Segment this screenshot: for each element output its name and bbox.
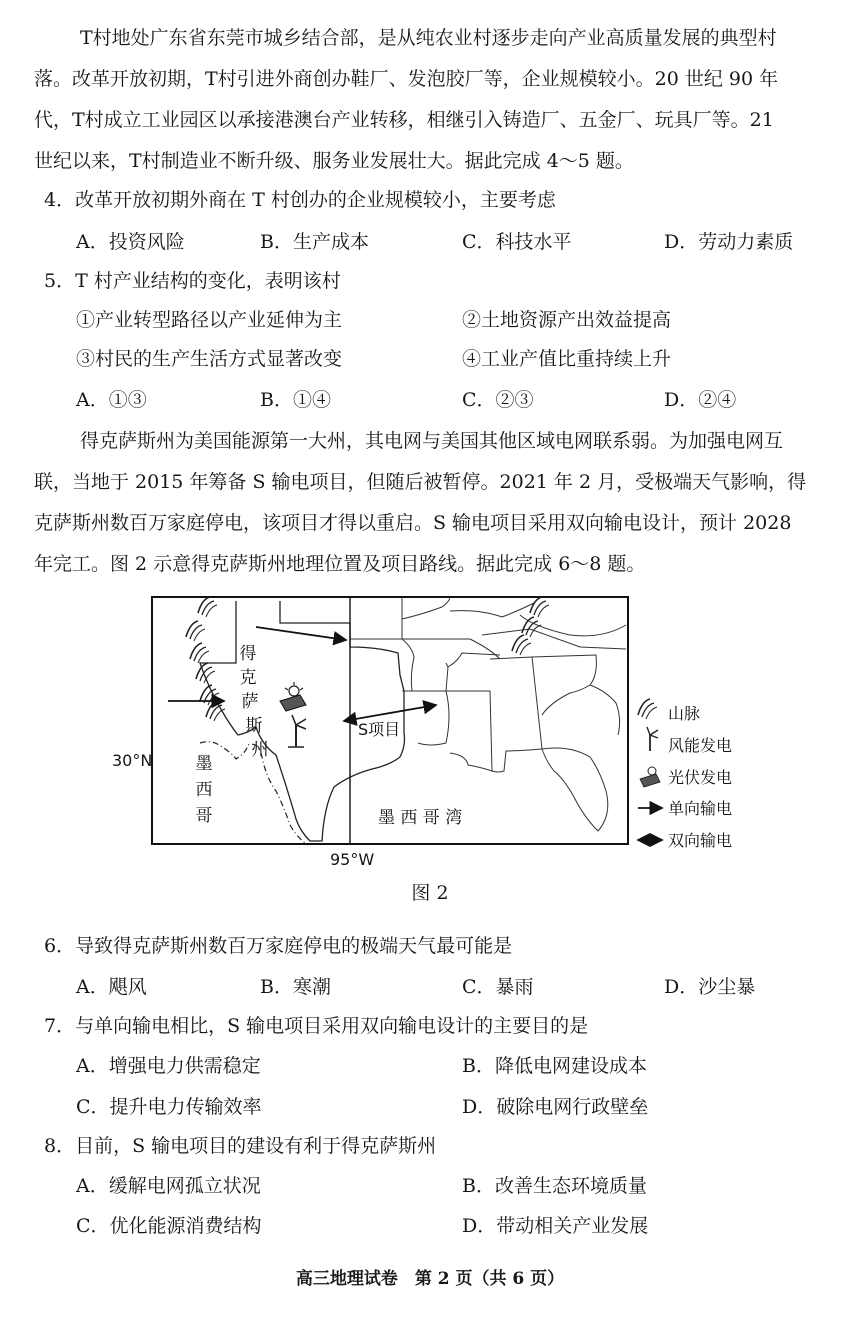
option-c[interactable]: C．②③ <box>462 389 534 411</box>
option-d[interactable]: D．沙尘暴 <box>664 976 756 998</box>
question-4-options <box>0 222 860 262</box>
question-7-options <box>0 1046 860 1086</box>
question-4-stem: 4．改革开放初期外商在 T 村创办的企业规模较小，主要考虑 <box>44 189 556 211</box>
question-7-options <box>0 1087 860 1127</box>
question-5-statements: ③村民的生产生活方式显著改变 ④工业产值比重持续上升 <box>76 348 672 370</box>
option-b[interactable]: B．生产成本 <box>260 231 369 253</box>
longitude-label: 95°W <box>330 850 375 869</box>
passage2-line: 联，当地于 2015 年筹备 S 输电项目，但随后被暂停。2021 年 2 月，受极端天气影响，得 <box>34 471 807 493</box>
mexico-label-char: 哥 <box>195 806 213 826</box>
option-c[interactable]: C．暴雨 <box>462 976 534 998</box>
option-c[interactable]: C．提升电力传输效率 <box>76 1096 262 1118</box>
texas-label-char: 萨 <box>241 692 259 712</box>
option-a[interactable]: A．飓风 <box>76 976 147 998</box>
legend-one-way: 单向输电 <box>668 799 733 818</box>
question-5-stem: 5．T 村产业结构的变化，表明该村 <box>44 270 341 292</box>
texas-label-char: 州 <box>251 740 269 760</box>
passage2-line: 得克萨斯州为美国能源第一大州，其电网与美国其他区域电网联系弱。为加强电网互 <box>80 430 784 452</box>
option-b[interactable]: B．降低电网建设成本 <box>462 1055 647 1077</box>
page-footer: 高三地理试卷 第 2 页（共 6 页） <box>295 1269 565 1289</box>
option-d[interactable]: D．带动相关产业发展 <box>462 1215 649 1237</box>
option-d[interactable]: D．劳动力素质 <box>664 231 794 253</box>
texas-label-char: 得 <box>239 644 257 664</box>
question-6-stem: 6．导致得克萨斯州数百万家庭停电的极端天气最可能是 <box>44 935 513 957</box>
option-d[interactable]: D．②④ <box>664 389 737 411</box>
question-5-options <box>0 380 860 420</box>
question-8-options <box>0 1206 860 1246</box>
passage2-line: 年完工。图 2 示意得克萨斯州地理位置及项目路线。据此完成 6～8 题。 <box>34 553 646 575</box>
option-c[interactable]: C．科技水平 <box>462 231 572 253</box>
question-8-stem: 8．目前，S 输电项目的建设有利于得克萨斯州 <box>44 1135 437 1157</box>
option-c[interactable]: C．优化能源消费结构 <box>76 1215 262 1237</box>
passage2-line: 克萨斯州数百万家庭停电，该项目才得以重启。S 输电项目采用双向输电设计，预计 2028 <box>34 512 792 534</box>
question-5-statements: ①产业转型路径以产业延伸为主 ②土地资源产出效益提高 <box>76 309 672 331</box>
mexico-label-char: 墨 <box>195 754 213 774</box>
option-a[interactable]: A．缓解电网孤立状况 <box>76 1175 261 1197</box>
map-legend <box>638 699 732 850</box>
texas-label-char: 克 <box>239 668 257 688</box>
question-8-options <box>0 1166 860 1206</box>
passage1-line: 代，T村成立工业园区以承接港澳台产业转移，相继引入铸造厂、五金厂、玩具厂等。21 <box>34 109 774 131</box>
option-b[interactable]: B．①④ <box>260 389 331 411</box>
gulf-of-mexico-label: 墨 西 哥 湾 <box>378 808 463 828</box>
s-project-label: S项目 <box>358 720 401 739</box>
passage1-line: 世纪以来，T村制造业不断升级、服务业发展壮大。据此完成 4～5 题。 <box>34 150 634 172</box>
option-b[interactable]: B．寒潮 <box>260 976 331 998</box>
texas-map-figure <box>150 595 790 870</box>
figure-caption: 图 2 <box>411 882 449 904</box>
texas-label-char: 斯 <box>245 716 263 736</box>
option-d[interactable]: D．破除电网行政壁垒 <box>462 1096 649 1118</box>
option-b[interactable]: B．改善生态环境质量 <box>462 1175 647 1197</box>
latitude-label: 30°N <box>112 751 153 770</box>
passage1-line: 落。改革开放初期，T村引进外商创办鞋厂、发泡胶厂等，企业规模较小。20 世纪 90 年 <box>34 68 779 90</box>
option-a[interactable]: A．①③ <box>76 389 147 411</box>
passage1-line: T村地处广东省东莞市城乡结合部，是从纯农业村逐步走向产业高质量发展的典型村 <box>80 27 777 49</box>
option-a[interactable]: A．增强电力供需稳定 <box>76 1055 261 1077</box>
legend-mountain: 山脉 <box>668 704 701 723</box>
legend-wind: 风能发电 <box>668 736 733 755</box>
option-a[interactable]: A．投资风险 <box>76 231 185 253</box>
legend-two-way: 双向输电 <box>668 831 733 850</box>
question-7-stem: 7．与单向输电相比，S 输电项目采用双向输电设计的主要目的是 <box>44 1015 589 1037</box>
question-6-options <box>0 967 860 1007</box>
legend-solar: 光伏发电 <box>668 768 733 787</box>
mexico-label-char: 西 <box>195 780 213 800</box>
